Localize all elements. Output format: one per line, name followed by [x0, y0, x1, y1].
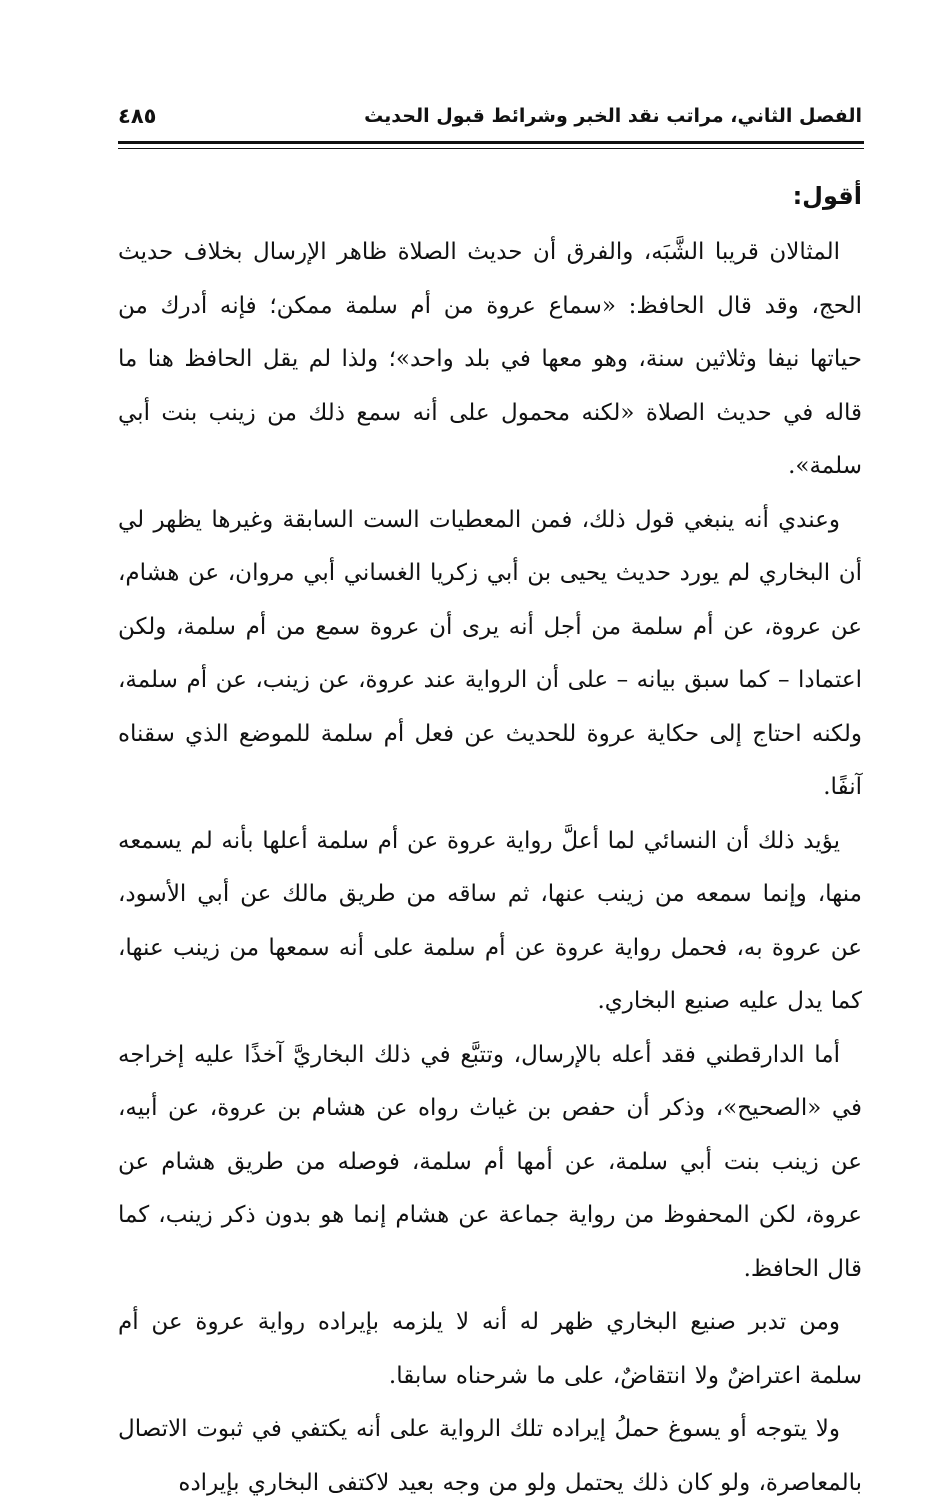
paragraph: المثالان قريبا الشَّبَه، والفرق أن حديث الصلاة ظاهر الإرسال بخلاف حديث الحج، وقد قال الحافظ: «سماع عروة من أم سلمة ممكن؛ فإنه أدرك من حياتها نيفا وثلاثين سنة، وهو معها في بلد واحد»؛ ولذا لم يقل الحافظ هنا ما قاله في حديث الصلاة «لكنه محمول على أنه سمع ذلك من زينب بنت أبي سلمة».	[118, 239, 862, 479]
header-rule-thin	[118, 148, 864, 149]
body-text	[118, 170, 862, 1510]
header-rule-thick	[118, 141, 864, 144]
running-header	[118, 96, 862, 136]
chapter-title: الفصل الثاني، مراتب نقد الخبر وشرائط قبول الحديث	[364, 105, 862, 127]
paragraph: أما الدارقطني فقد أعله بالإرسال، وتتبَّع في ذلك البخاريَّ آخذًا عليه إخراجه في «الصحيح»، وذكر أن حفص بن غياث رواه عن هشام بن عروة، عن أبيه، عن زينب بنت أبي سلمة، عن أمها أم سلمة، فوصله من طريق هشام عن عروة، لكن المحفوظ من رواية جماعة عن هشام إنما هو بدون ذكر زينب، كما قال الحافظ.	[118, 1041, 862, 1282]
section-heading: أقول:	[792, 182, 862, 210]
paragraph: ولا يتوجه أو يسوغ حملُ إيراده تلك الرواية على أنه يكتفي في ثبوت الاتصال بالمعاصرة، ولو كان ذلك يحتمل ولو من وجه بعيد لاكتفى البخاري بإيراده	[118, 1416, 862, 1496]
paragraph: وعندي أنه ينبغي قول ذلك، فمن المعطيات الست السابقة وغيرها يظهر لي أن البخاري لم يورد حديث يحيى بن أبي زكريا الغساني أبي مروان، عن هشام، عن عروة، عن أم سلمة من أجل أنه يرى أن عروة سمع من أم سلمة، ولكن اعتمادا – كما سبق بيانه – على أن الرواية عند عروة، عن زينب، عن أم سلمة، ولكنه احتاج إلى حكاية عروة للحديث عن فعل أم سلمة للموضع الذي سقناه آنفًا.	[118, 506, 862, 800]
page-number: ٤٨٥	[118, 104, 157, 128]
paragraph: ومن تدبر صنيع البخاري ظهر له أنه لا يلزمه بإيراده رواية عروة عن أم سلمة اعتراضٌ ولا انتقاضٌ، على ما شرحناه سابقا.	[118, 1309, 862, 1389]
paragraph: يؤيد ذلك أن النسائي لما أعلَّ رواية عروة عن أم سلمة أعلها بأنه لم يسمعه منها، وإنما سمعه من زينب عنها، ثم ساقه من طريق مالك عن أبي الأسود، عن عروة به، فحمل رواية عروة عن أم سلمة على أنه سمعها من زينب عنها، كما يدل عليه صنيع البخاري.	[118, 827, 862, 1014]
